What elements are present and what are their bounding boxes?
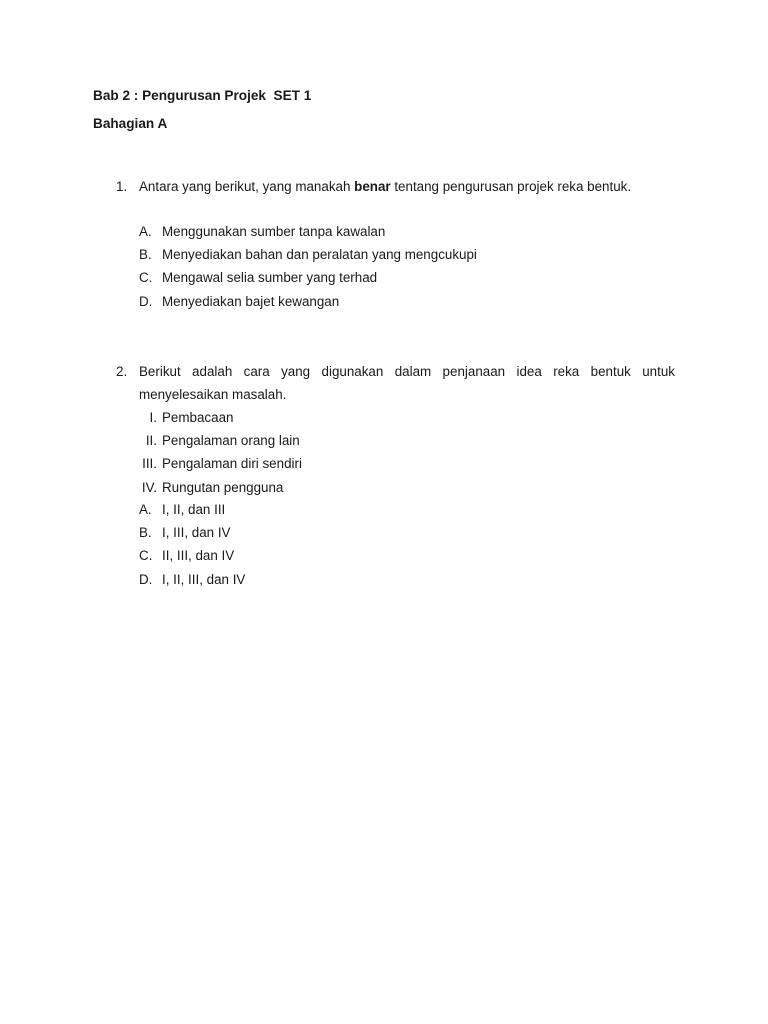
option-letter: A. xyxy=(139,224,152,239)
question-text-part: tentang pengurusan projek reka bentuk. xyxy=(390,179,632,194)
question-text-line-2: menyelesaikan masalah. xyxy=(139,387,287,402)
statement-text: Rungutan pengguna xyxy=(162,480,284,495)
option-letter: D. xyxy=(139,294,153,309)
question-text-part: Antara yang berikut, yang manakah xyxy=(139,179,355,194)
statement-numeral: III. xyxy=(142,456,157,471)
statement-numeral: II. xyxy=(145,433,157,448)
statement-text: Pengalaman diri sendiri xyxy=(162,456,302,471)
option-letter: B. xyxy=(139,247,152,262)
option-letter: C. xyxy=(139,270,153,285)
question-number: 1. xyxy=(116,179,128,194)
option-letter: A. xyxy=(139,502,152,517)
option-text: I, II, dan III xyxy=(162,502,226,517)
option-text: I, II, III, dan IV xyxy=(162,572,246,587)
option-text: Menggunakan sumber tanpa kawalan xyxy=(162,224,386,239)
option-text: Menyediakan bajet kewangan xyxy=(162,294,340,309)
option-text: Mengawal selia sumber yang terhad xyxy=(162,270,378,285)
question-number: 2. xyxy=(116,364,128,379)
option-text: I, III, dan IV xyxy=(162,525,231,540)
question-text-line-1: Berikut adalah cara yang digunakan dalam penjanaan idea reka bentuk untuk xyxy=(139,364,675,379)
statement-text: Pembacaan xyxy=(162,410,234,425)
option-letter: D. xyxy=(139,572,153,587)
option-letter: C. xyxy=(139,548,153,563)
statement-numeral: IV. xyxy=(141,480,157,495)
option-text: Menyediakan bahan dan peralatan yang mengcukupi xyxy=(162,247,477,262)
option-letter: B. xyxy=(139,525,152,540)
question-emphasis: benar xyxy=(354,179,391,194)
question-text xyxy=(139,179,631,194)
section-heading: Bahagian A xyxy=(93,116,168,131)
statement-text: Pengalaman orang lain xyxy=(162,433,300,448)
statement-numeral: I. xyxy=(149,410,157,425)
document-title: Bab 2 : Pengurusan Projek SET 1 xyxy=(93,88,312,103)
option-text: II, III, dan IV xyxy=(162,548,235,563)
